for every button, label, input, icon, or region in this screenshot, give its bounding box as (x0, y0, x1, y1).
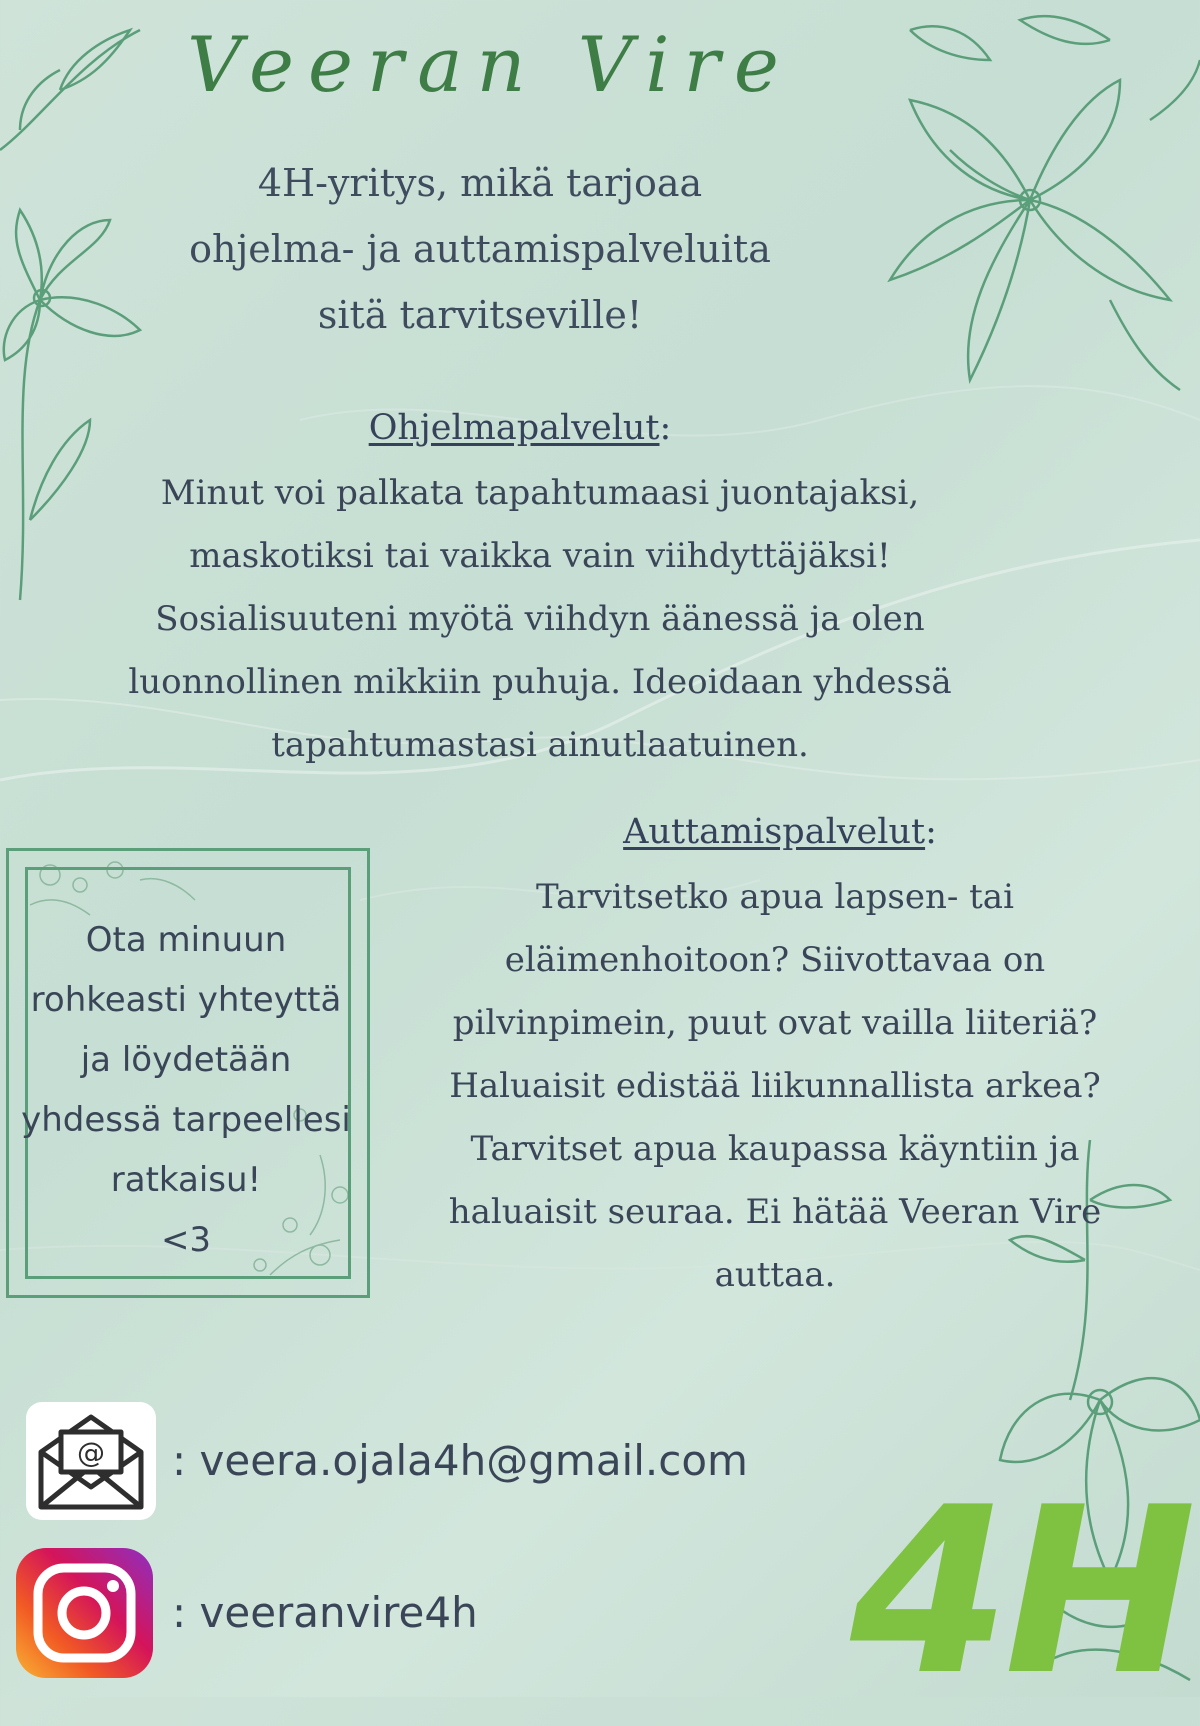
tagline-line: 4H-yritys, mikä tarjoaa (257, 161, 703, 205)
callout-line: rohkeasti yhteyttä (30, 980, 342, 1020)
heading-colon: : (925, 812, 937, 852)
body-line: maskotiksi tai vaikka vain viihdyttäjäksi! (189, 536, 891, 576)
tagline (100, 150, 860, 348)
body-line: auttaa. (714, 1255, 836, 1295)
callout-line: yhdessä tarpeellesi (21, 1100, 351, 1140)
instagram-icon[interactable] (16, 1548, 153, 1678)
instagram-handle[interactable]: : veeranvire4h (172, 1588, 478, 1637)
body-line: pilvinpimein, puut ovat vailla liiteriä? (452, 1003, 1098, 1043)
body-line: Tarvitsetko apua lapsen- tai (536, 877, 1014, 917)
heading-colon: : (659, 408, 672, 448)
auttamispalvelut-heading (560, 812, 1000, 852)
email-address[interactable]: : veera.ojala4h@gmail.com (172, 1436, 748, 1485)
ohjelmapalvelut-heading-text: Ohjelmapalvelut (368, 408, 660, 448)
body-line: Sosialisuuteni myötä viihdyn äänessä ja olen (155, 599, 925, 639)
body-line: Tarvitset apua kaupassa käyntiin ja (470, 1129, 1080, 1169)
body-line: eläimenhoitoon? Siivottavaa on (504, 940, 1046, 980)
ohjelmapalvelut-heading (300, 408, 740, 448)
tagline-line: sitä tarvitseville! (317, 293, 643, 337)
callout-line: ratkaisu! (110, 1160, 262, 1200)
body-line: tapahtumastasi ainutlaatuinen. (271, 725, 809, 765)
auttamispalvelut-body (390, 866, 1160, 1307)
body-line: haluaisit seuraa. Ei hätää Veeran Vire (448, 1192, 1102, 1232)
body-line: Haluaisit edistää liikunnallista arkea? (449, 1066, 1101, 1106)
callout-line: Ota minuun (85, 920, 287, 960)
contact-callout (16, 910, 356, 1270)
tagline-line: ohjelma- ja auttamispalveluita (189, 227, 771, 271)
floral-top-right-decoration (850, 0, 1200, 410)
email-icon[interactable] (26, 1402, 156, 1520)
body-line: Minut voi palkata tapahtumaasi juontajaksi, (160, 473, 920, 513)
4h-logo: 4H (850, 1459, 1191, 1726)
callout-line: ja löydetään (80, 1040, 292, 1080)
callout-line: <3 (160, 1220, 212, 1260)
page-title: Veeran Vire (187, 20, 793, 109)
ohjelmapalvelut-body (50, 462, 1030, 777)
svg-text:@: @ (77, 1436, 105, 1469)
body-line: luonnollinen mikkiin puhuja. Ideoidaan yhdessä (128, 662, 952, 702)
auttamispalvelut-heading-text: Auttamispalvelut (623, 812, 926, 852)
